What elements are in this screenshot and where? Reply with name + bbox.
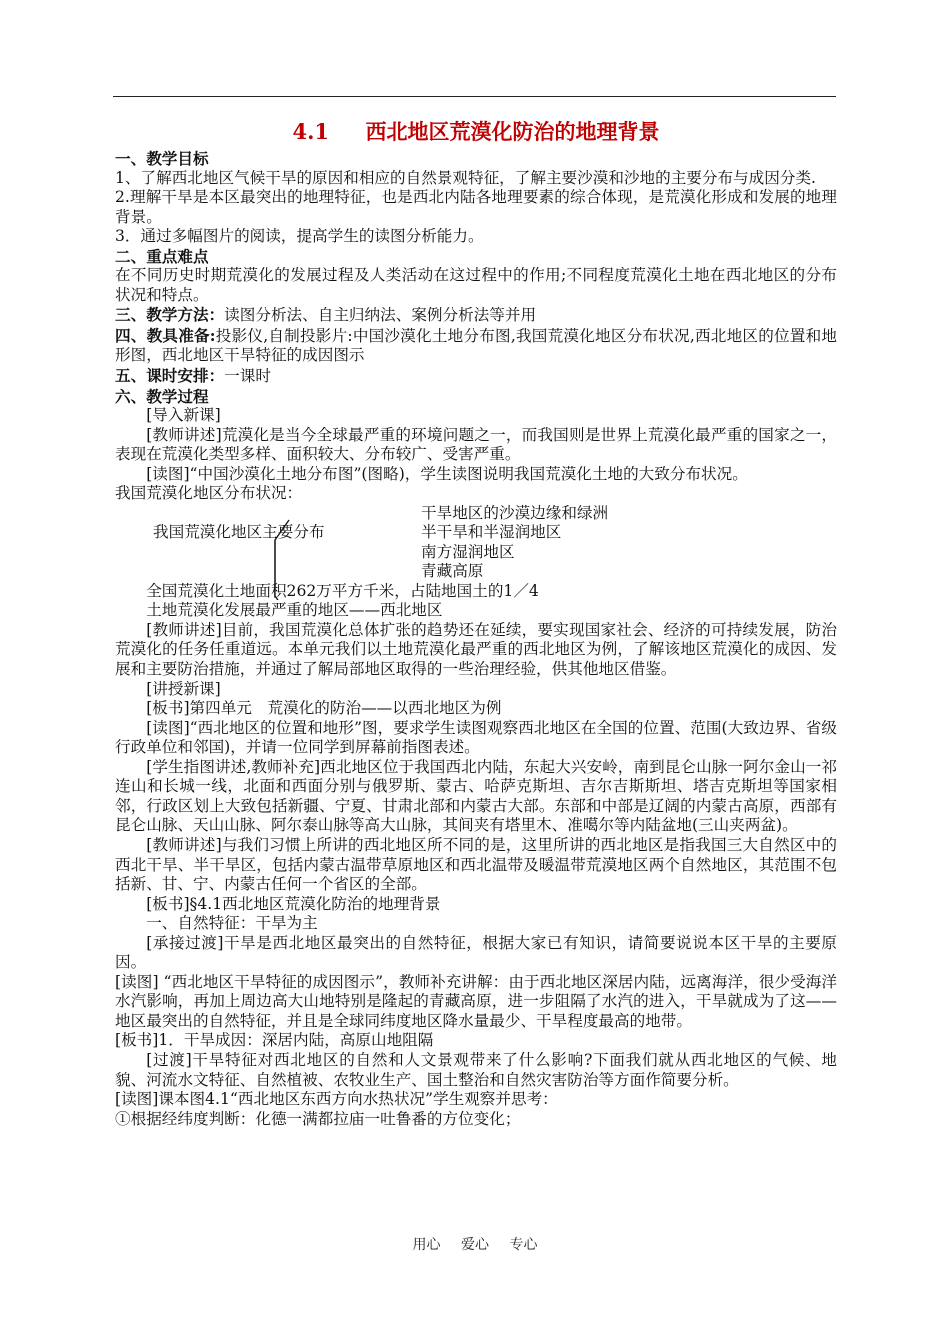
teaching-methods-text: 读图分析法、自主归纳法、案例分析法等并用 bbox=[224, 306, 537, 325]
page-footer bbox=[0, 1234, 950, 1254]
paragraph: 一、自然特征：干旱为主 bbox=[146, 914, 318, 933]
teaching-methods-label: 三、教学方法： bbox=[115, 305, 225, 325]
paragraph: ①根据经纬度判断：化德一满都拉庙一吐鲁番的方位变化； bbox=[115, 1109, 521, 1128]
diagram-root-label: 我国荒漠化地区主要分布 bbox=[153, 522, 325, 541]
paragraph: [读图] “西北地区干旱特征的成因图示”，教师补充讲解：由于西北地区深居内陆，远离海洋，很少受海洋水汽影响，再加上周边高大山地特别是隆起的青藏高原，进一步阻隔了水汽的进入，干旱就成为了这——地区最突出的自然特征，并且是全球同纬度地区降水量最少、干旱程度最高的地带。 bbox=[115, 972, 837, 1030]
paragraph: [读图]“中国沙漠化土地分布图”(图略)，学生读图说明我国荒漠化土地的大致分布状况。 bbox=[146, 464, 748, 483]
paragraph: [读图]“西北地区的位置和地形”图，要求学生读图观察西北地区在全国的位置、范围(大致边界、省级行政单位和邻国)，并请一位同学到屏幕前指图表述。 bbox=[115, 718, 837, 757]
section-heading-objectives: 一、教学目标 bbox=[115, 149, 209, 168]
paragraph: [教师讲述]荒漠化是当今全球最严重的环境问题之一，而我国则是世界上荒漠化最严重的国家之一，表现在荒漠化类型多样、面积较大、分布较广、受害严重。 bbox=[115, 425, 837, 464]
section-heading-key-points: 二、重点难点 bbox=[115, 246, 209, 266]
diagram-branch: 青藏高原 bbox=[421, 562, 484, 581]
diagram-branch: 南方湿润地区 bbox=[421, 542, 515, 561]
objective-item: 1、了解西北地区气候干旱的原因和相应的自然景观特征，了解主要沙漠和沙地的主要分布与成因分类. bbox=[115, 168, 817, 187]
paragraph: [学生指图讲述,教师补充]西北地区位于我国西北内陆，东起大兴安岭，南到昆仑山脉一阿尔金山一祁连山和长城一线，北面和西面分别与俄罗斯、蒙古、哈萨克斯坦、吉尔吉斯斯坦、塔吉克斯坦等国家相邻，行政区划上大致包括新疆、宁夏、甘肃北部和内蒙古大部。东部和中部是辽阔的内蒙古高原，西部有昆仑山脉、天山山脉、阿尔泰山脉等高大山脉，其间夹有塔里木、准噶尔等内陆盆地(三山夹两盆)。 bbox=[115, 757, 837, 835]
footer-word: 用心 bbox=[412, 1237, 441, 1253]
paragraph: 土地荒漠化发展最严重的地区——西北地区 bbox=[146, 601, 443, 620]
document-body bbox=[115, 117, 837, 1129]
paragraph: [教师讲述]与我们习惯上所讲的西北地区所不同的是，这里所讲的西北地区是指我国三大自然区中的西北干旱、半干旱区，包括内蒙古温带草原地区和西北温带及暖温带荒漠地区两个自然地区，其范围不包括新、甘、宁、内蒙古任何一个省区的全部。 bbox=[115, 835, 837, 894]
teaching-aids bbox=[115, 326, 837, 366]
page-title: 4.1 西北地区荒漠化防治的地理背景 bbox=[292, 119, 660, 144]
paragraph: [导入新课] bbox=[146, 406, 221, 425]
class-hours-text: 一课时 bbox=[224, 367, 271, 386]
key-points-text: 在不同历史时期荒漠化的发展过程及人类活动在这过程中的作用;不同程度荒漠化土地在西北地区的分布状况和特点。 bbox=[115, 266, 837, 304]
footer-word: 专心 bbox=[509, 1237, 538, 1253]
paragraph: [板书]第四单元 荒漠化的防治——以西北地区为例 bbox=[146, 699, 502, 718]
paragraph: [教师讲述]目前，我国荒漠化总体扩张的趋势还在延续，要实现国家社会、经济的可持续发展，防治荒漠化的任务任重道远。本单元我们以土地荒漠化最严重的西北地区为例，了解该地区荒漠化的成因、发展和主要防治措施，并通过了解局部地区取得的一些治理经验，供其他地区借鉴。 bbox=[115, 620, 837, 679]
class-hours-label: 五、课时安排： bbox=[115, 366, 225, 386]
diagram-branch: 半干旱和半湿润地区 bbox=[421, 523, 562, 542]
diagram-branch: 干旱地区的沙漠边缘和绿洲 bbox=[421, 503, 609, 522]
objective-item: 2.理解干旱是本区最突出的地理特征，也是西北内陆各地理要素的综合体现，是荒漠化形成和发展的地理背景。 bbox=[115, 188, 837, 226]
paragraph: [讲授新课] bbox=[146, 679, 221, 698]
paragraph: [过渡]干旱特征对西北地区的自然和人文景观带来了什么影响?下面我们就从西北地区的气候、地貌、河流水文特征、自然植被、农牧业生产、国土整治和自然灾害防治等方面作简要分析。 bbox=[115, 1050, 837, 1089]
header-rule bbox=[113, 96, 836, 97]
footer-word: 爱心 bbox=[461, 1237, 489, 1253]
teaching-aids-text: 投影仪,自制投影片:中国沙漠化土地分布图,我国荒漠化地区分布状况,西北地区的位置和地形图，西北地区干旱特征的成因图示 bbox=[115, 326, 838, 365]
paragraph: 全国荒漠化土地面积262万平方千米，占陆地国土的1／4 bbox=[146, 581, 539, 600]
paragraph: [板书]1．干旱成因：深居内陆，高原山地阻隔 bbox=[115, 1031, 434, 1050]
paragraph: 我国荒漠化地区分布状况： bbox=[115, 484, 303, 503]
section-heading-process: 六、教学过程 bbox=[115, 386, 209, 406]
diagram-bracket-lines bbox=[265, 518, 291, 600]
teaching-aids-label: 四、教具准备: bbox=[115, 325, 216, 345]
class-hours bbox=[115, 366, 837, 387]
diagram-branches bbox=[421, 504, 608, 582]
paragraph: [读图]课本图4.1“西北地区东西方向水热状况”学生观察并思考： bbox=[115, 1090, 558, 1109]
objective-item: 3．通过多幅图片的阅读，提高学生的读图分析能力。 bbox=[115, 227, 484, 246]
paragraph: [板书]§4.1西北地区荒漠化防治的地理背景 bbox=[146, 894, 441, 913]
distribution-diagram bbox=[115, 504, 837, 582]
teaching-methods bbox=[115, 305, 837, 326]
paragraph: [承接过渡]干旱是西北地区最突出的自然特征，根据大家已有知识，请简要说说本区干旱的主要原因。 bbox=[115, 933, 837, 972]
